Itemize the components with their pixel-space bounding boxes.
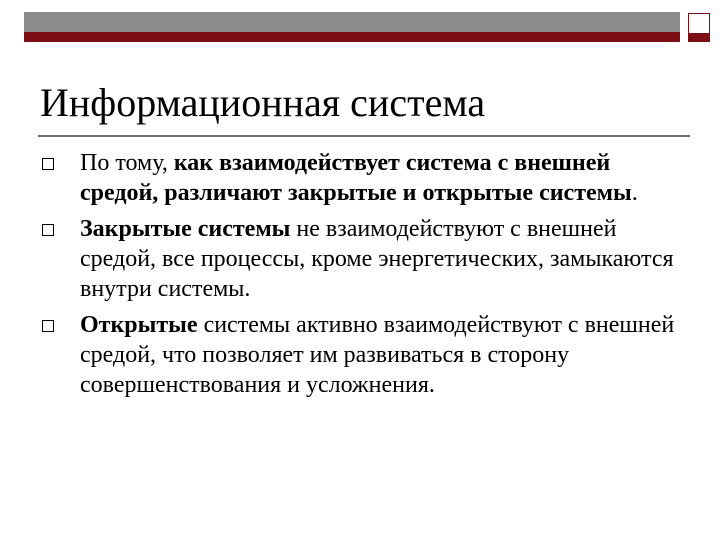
corner-accent-bar [688,33,710,42]
bullet-text: По тому, [80,150,174,176]
square-bullet-icon [42,158,54,170]
bullet-list [0,148,720,406]
bullet-text-bold: Закрытые системы [80,216,291,242]
bullet-item [0,148,680,208]
top-accent-bar [24,32,680,42]
bullet-text: системы активно взаимодействуют с внешней средой, что позволяет им развиваться в сторону совершенствования и усложнения. [80,312,675,398]
bullet-text-bold: Открытые [80,312,198,338]
slide-title: Информационная система [40,80,486,125]
title-divider [38,135,690,137]
top-decorative-bar [24,12,680,32]
corner-square-icon [688,13,710,35]
bullet-item [0,310,680,400]
square-bullet-icon [42,320,54,332]
bullet-text: . [631,180,638,206]
bullet-text: не взаимодействуют с внешней средой, все процессы, кроме энергетических, замыкаются внутри системы. [80,216,674,302]
bullet-item [0,214,680,304]
square-bullet-icon [42,224,54,236]
bullet-text-bold: как взаимодействует система с внешней средой, различают закрытые и открытые системы [80,150,632,206]
